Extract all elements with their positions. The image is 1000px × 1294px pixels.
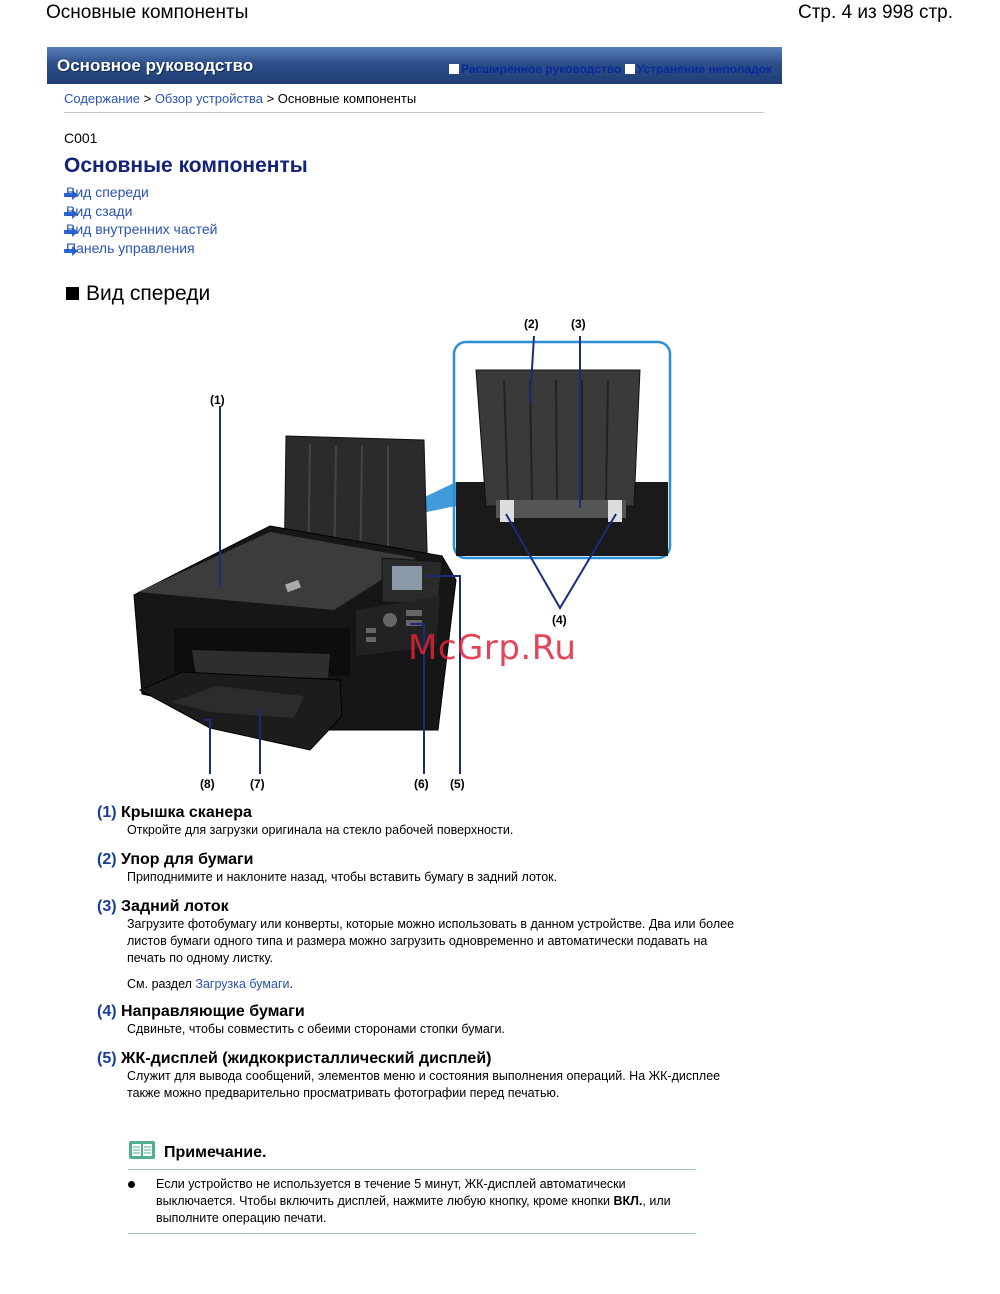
component-item — [97, 804, 737, 839]
figure-label-1: (1) — [210, 393, 225, 407]
see-also — [127, 977, 737, 991]
item-description: Служит для вывода сообщений, элементов меню и состояния выполнения операций. На ЖК-дисплее также можно предварительно просматривать фотографии перед печатью. — [127, 1069, 721, 1100]
figure-label-6: (6) — [414, 777, 429, 791]
toc-item — [64, 184, 217, 203]
figure-label-3: (3) — [571, 317, 586, 331]
banner-links — [449, 62, 772, 76]
printer-front-figure — [120, 310, 700, 800]
item-description: Сдвиньте, чтобы совместить с обеими сторонами стопки бумаги. — [127, 1022, 505, 1036]
note-body — [128, 1170, 696, 1234]
note-header — [128, 1140, 696, 1170]
breadcrumb-separator: > — [262, 91, 278, 106]
figure-label-7: (7) — [250, 777, 265, 791]
figure-label-8: (8) — [200, 777, 215, 791]
toc-link-inside[interactable]: Вид внутренних частей — [66, 221, 218, 237]
figure-label-5: (5) — [450, 777, 465, 791]
toc-item — [64, 221, 217, 240]
section-title — [66, 282, 210, 306]
inset-guide-right — [608, 500, 622, 522]
toc-link-panel[interactable]: Панель управления — [66, 239, 195, 256]
inset-paper-support — [476, 370, 640, 506]
component-item — [97, 851, 737, 886]
page-header-title: Основные компоненты — [46, 2, 249, 23]
item-name: Направляющие бумаги — [121, 1003, 305, 1020]
note-box — [128, 1140, 696, 1234]
note-title: Примечание. — [164, 1143, 267, 1161]
note-text — [156, 1176, 696, 1227]
item-name: Задний лоток — [121, 898, 229, 915]
item-number: (1) — [97, 804, 117, 821]
square-icon — [625, 64, 635, 74]
item-name: ЖК-дисплей (жидкокристаллический дисплей) — [121, 1050, 492, 1067]
page-title: Основные компоненты — [64, 154, 308, 177]
note-text-end: , или выполните операцию печати. — [156, 1194, 671, 1225]
square-bullet-icon — [66, 287, 79, 300]
item-name: Крышка сканера — [121, 804, 252, 821]
toc-list — [64, 184, 217, 258]
breadcrumb — [64, 91, 764, 113]
breadcrumb-separator: > — [139, 91, 155, 106]
item-number: (2) — [97, 851, 117, 868]
note-text-start: Если устройство не используется в течение 5 минут, ЖК-дисплей автоматически выключается. Чтобы включить дисплей, нажмите любую кнопку, кроме кнопки — [156, 1177, 626, 1208]
item-description: Загрузите фотобумагу или конверты, которые можно использовать в данном устройстве. Два или более листов бумаги одного типа и размера можно загрузить одновременно и автоматически подавать на печать по одному листку. — [127, 917, 735, 965]
item-number: (5) — [97, 1050, 117, 1067]
item-name: Упор для бумаги — [121, 851, 254, 868]
page-counter: Стр. 4 из 998 стр. — [797, 2, 953, 23]
leader-line-8 — [204, 720, 210, 774]
see-also-suffix: . — [289, 977, 293, 991]
book-icon — [128, 1140, 156, 1165]
figure-label-4: (4) — [552, 613, 567, 627]
component-item — [97, 898, 737, 991]
advanced-guide-link[interactable]: Расширенное руководство — [460, 62, 622, 76]
toc-link-front[interactable]: Вид спереди — [66, 184, 149, 200]
item-number: (3) — [97, 898, 117, 915]
watermark: McGrp.Ru — [408, 628, 577, 668]
toc-link-rear[interactable]: Вид сзади — [66, 202, 133, 219]
square-icon — [449, 64, 459, 74]
toc-item — [64, 203, 217, 222]
load-paper-link[interactable]: Загрузка бумаги — [195, 977, 290, 991]
component-item — [97, 1050, 737, 1102]
lcd-screen — [392, 566, 422, 590]
breadcrumb-contents[interactable]: Содержание — [64, 91, 140, 106]
component-list — [97, 804, 737, 1110]
section-title-text: Вид спереди — [86, 282, 211, 305]
item-description: Приподнимите и наклоните назад, чтобы вставить бумагу в задний лоток. — [127, 870, 558, 884]
troubleshooting-link[interactable]: Устранение неполадок — [636, 62, 772, 76]
see-also-prefix: См. раздел — [127, 977, 196, 991]
breadcrumb-overview[interactable]: Обзор устройства — [154, 91, 263, 106]
manual-banner — [47, 47, 782, 84]
note-bold-on: ВКЛ. — [613, 1194, 643, 1208]
component-item — [97, 1003, 737, 1038]
item-description: Откройте для загрузки оригинала на стекло рабочей поверхности. — [127, 823, 514, 837]
inset-guide-left — [500, 500, 514, 522]
banner-title: Основное руководство — [57, 56, 254, 75]
item-number: (4) — [97, 1003, 117, 1020]
toc-item — [64, 240, 217, 259]
figure-label-2: (2) — [524, 317, 539, 331]
breadcrumb-current: Основные компоненты — [277, 91, 417, 106]
page-code: C001 — [64, 130, 98, 146]
bullet-icon — [128, 1181, 135, 1188]
